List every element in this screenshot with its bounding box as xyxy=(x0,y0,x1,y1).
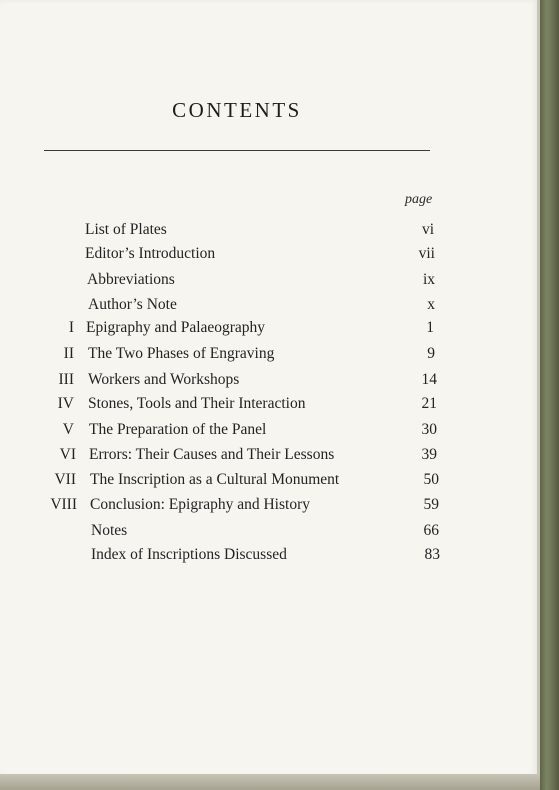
entry-title: The Two Phases of Engraving xyxy=(88,345,275,362)
toc-entry xyxy=(0,296,538,318)
toc-entry xyxy=(0,395,538,417)
entry-title: List of Plates xyxy=(85,221,167,238)
toc-entry xyxy=(0,221,538,243)
chapter-number: III xyxy=(58,371,74,388)
entry-title: Editor’s Introduction xyxy=(85,245,216,262)
entry-page: 66 xyxy=(423,522,439,539)
entry-page: 21 xyxy=(421,395,437,412)
title-rule xyxy=(44,150,430,151)
toc-entry xyxy=(0,471,538,493)
entry-title: Workers and Workshops xyxy=(88,371,240,388)
chapter-number: I xyxy=(68,319,74,336)
entry-page: 30 xyxy=(421,421,437,438)
entry-page: vii xyxy=(418,245,435,262)
chapter-number: VI xyxy=(59,446,76,463)
chapter-number: VII xyxy=(54,471,76,488)
book-cover-spine xyxy=(540,0,559,790)
entry-title: Index of Inscriptions Discussed xyxy=(91,546,287,563)
entry-title: Author’s Note xyxy=(88,296,177,313)
entry-page: 83 xyxy=(424,546,440,563)
contents-title: CONTENTS xyxy=(172,98,302,122)
entry-title: Conclusion: Epigraphy and History xyxy=(90,496,310,513)
entry-title: Epigraphy and Palaeography xyxy=(86,319,266,336)
toc-entry xyxy=(0,345,538,367)
entry-title: Stones, Tools and Their Interaction xyxy=(88,395,306,412)
chapter-number: V xyxy=(62,421,74,438)
entry-page: 39 xyxy=(421,446,437,463)
entry-title: Notes xyxy=(91,522,128,539)
entry-page: 1 xyxy=(426,319,434,336)
entry-title: The Preparation of the Panel xyxy=(89,421,267,438)
entry-page: x xyxy=(427,296,435,313)
entry-page: 59 xyxy=(423,496,439,513)
chapter-number: VIII xyxy=(50,496,77,513)
toc-entry xyxy=(0,446,538,468)
page-column-label: page xyxy=(405,192,433,207)
entry-page: 9 xyxy=(427,345,435,362)
entry-page: ix xyxy=(422,271,435,288)
entry-title: Errors: Their Causes and Their Lessons xyxy=(89,446,335,463)
chapter-number: IV xyxy=(57,395,74,412)
toc-entry xyxy=(0,496,538,518)
toc-entry xyxy=(0,421,538,443)
entry-title: Abbreviations xyxy=(87,271,175,288)
entry-page: 14 xyxy=(421,371,437,388)
book-bottom-edge xyxy=(0,774,540,790)
entry-page: 50 xyxy=(423,471,439,488)
entry-page: vi xyxy=(421,221,434,238)
toc-entry xyxy=(0,371,538,393)
toc-entry xyxy=(0,522,538,544)
toc-entry xyxy=(0,319,538,341)
chapter-number: II xyxy=(63,345,74,362)
toc-entry xyxy=(0,245,538,267)
toc-entry xyxy=(0,546,538,568)
entry-title: The Inscription as a Cultural Monument xyxy=(90,471,340,488)
toc-entry xyxy=(0,271,538,293)
